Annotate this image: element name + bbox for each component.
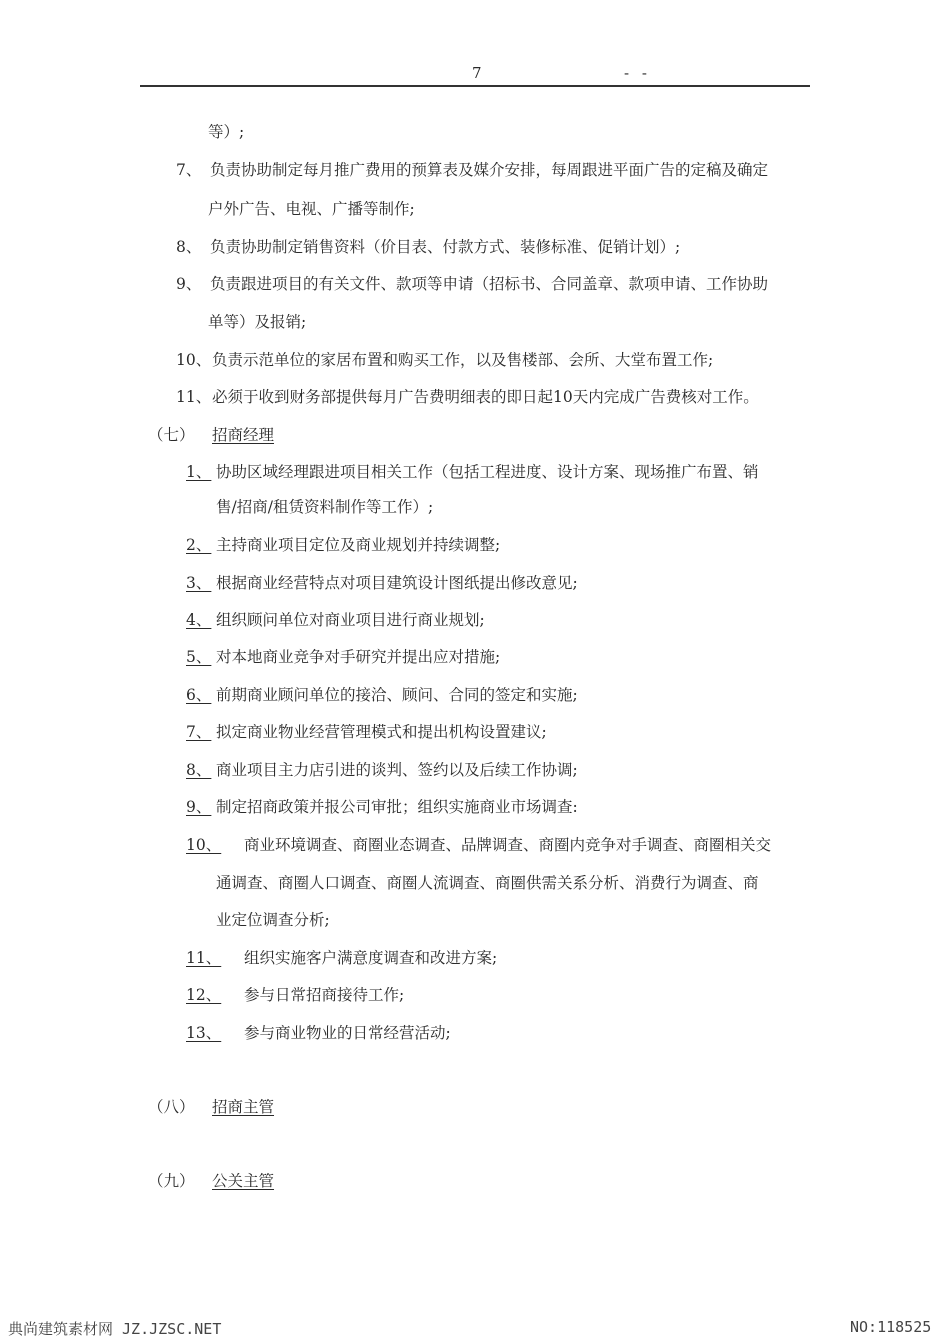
section-heading — [148, 425, 274, 445]
item-text: 负责协助制定每月推广费用的预算表及媒介安排，每周跟进平面广告的定稿及确定 — [210, 161, 769, 179]
item-text: 负责跟进项目的有关文件、款项等申请（招标书、合同盖章、款项申请、工作协助 — [210, 275, 769, 293]
item-number: 8、 — [186, 761, 212, 779]
header-dashes: - - — [624, 64, 651, 82]
list-item — [186, 948, 497, 968]
item-text: 必须于收到财务部提供每月广告费明细表的即日起10天内完成广告费核对工作。 — [212, 388, 759, 406]
item-text: 参与日常招商接待工作; — [244, 986, 405, 1004]
list-item — [186, 647, 500, 667]
item-number: 3、 — [186, 574, 212, 592]
item-continuation: 售/招商/租赁资料制作等工作）; — [216, 498, 434, 516]
item-number: 10、 — [186, 836, 222, 854]
list-item — [186, 462, 759, 482]
item-text: 主持商业项目定位及商业规划并持续调整; — [216, 536, 501, 554]
footer-document-number: NO:118525 — [850, 1318, 932, 1336]
list-item — [176, 387, 759, 407]
item-continuation: 单等）及报销; — [208, 313, 307, 331]
list-item — [186, 985, 404, 1005]
item-text: 协助区域经理跟进项目相关工作（包括工程进度、设计方案、现场推广布置、销 — [216, 463, 759, 481]
item-text: 负责示范单位的家居布置和购买工作，以及售楼部、会所、大堂布置工作; — [212, 351, 714, 369]
item-text: 参与商业物业的日常经营活动; — [244, 1024, 451, 1042]
item-text: 组织顾问单位对商业项目进行商业规划; — [216, 611, 485, 629]
footer-site-name: 典尚建筑素材网 JZ.JZSC.NET — [8, 1320, 222, 1338]
continued-text: 等）; — [208, 123, 245, 141]
item-number: 7、 — [186, 723, 212, 741]
header-rule — [140, 85, 810, 87]
item-text: 负责协助制定销售资料（价目表、付款方式、装修标准、促销计划）; — [210, 238, 681, 256]
section-title: 招商主管 — [212, 1098, 275, 1116]
item-text: 商业项目主力店引进的谈判、签约以及后续工作协调; — [216, 761, 578, 779]
item-number: 2、 — [186, 536, 212, 554]
page-number: 7 — [472, 64, 482, 82]
item-number: 7、 — [176, 161, 202, 179]
item-text: 根据商业经营特点对项目建筑设计图纸提出修改意见; — [216, 574, 578, 592]
list-item — [186, 797, 578, 817]
list-item — [186, 1023, 451, 1043]
item-continuation: 通调查、商圈人口调查、商圈人流调查、商圈供需关系分析、消费行为调查、商 — [216, 874, 759, 892]
item-text: 前期商业顾问单位的接洽、顾问、合同的签定和实施; — [216, 686, 578, 704]
item-continuation: 业定位调查分析; — [216, 911, 330, 929]
section-title: 公关主管 — [212, 1172, 275, 1190]
list-item — [186, 573, 578, 593]
list-item — [176, 237, 680, 257]
list-item — [176, 160, 768, 180]
item-number: 1、 — [186, 463, 212, 481]
item-number: 8、 — [176, 238, 202, 256]
list-item — [186, 835, 771, 855]
list-item — [186, 722, 547, 742]
section-heading — [148, 1171, 274, 1191]
list-item — [176, 350, 713, 370]
item-number: 5、 — [186, 648, 212, 666]
list-item — [186, 685, 578, 705]
item-number: 11、 — [176, 388, 212, 406]
section-label: （八） — [148, 1098, 195, 1116]
item-text: 组织实施客户满意度调查和改进方案; — [244, 949, 498, 967]
item-number: 4、 — [186, 611, 212, 629]
list-item — [186, 610, 485, 630]
item-continuation: 户外广告、电视、广播等制作; — [208, 200, 415, 218]
item-text: 拟定商业物业经营管理模式和提出机构设置建议; — [216, 723, 547, 741]
item-number: 10、 — [176, 351, 212, 369]
section-heading — [148, 1097, 274, 1117]
item-number: 11、 — [186, 949, 222, 967]
section-label: （九） — [148, 1172, 195, 1190]
list-item — [176, 274, 768, 294]
item-text: 对本地商业竞争对手研究并提出应对措施; — [216, 648, 501, 666]
item-number: 13、 — [186, 1024, 222, 1042]
section-title: 招商经理 — [212, 426, 275, 444]
item-number: 6、 — [186, 686, 212, 704]
item-number: 9、 — [186, 798, 212, 816]
section-label: （七） — [148, 426, 195, 444]
item-text: 制定招商政策并报公司审批；组织实施商业市场调查: — [216, 798, 578, 816]
item-number: 12、 — [186, 986, 222, 1004]
item-text: 商业环境调查、商圈业态调查、品牌调查、商圈内竞争对手调查、商圈相关交 — [244, 836, 772, 854]
list-item — [186, 760, 578, 780]
list-item — [186, 535, 500, 555]
item-number: 9、 — [176, 275, 202, 293]
